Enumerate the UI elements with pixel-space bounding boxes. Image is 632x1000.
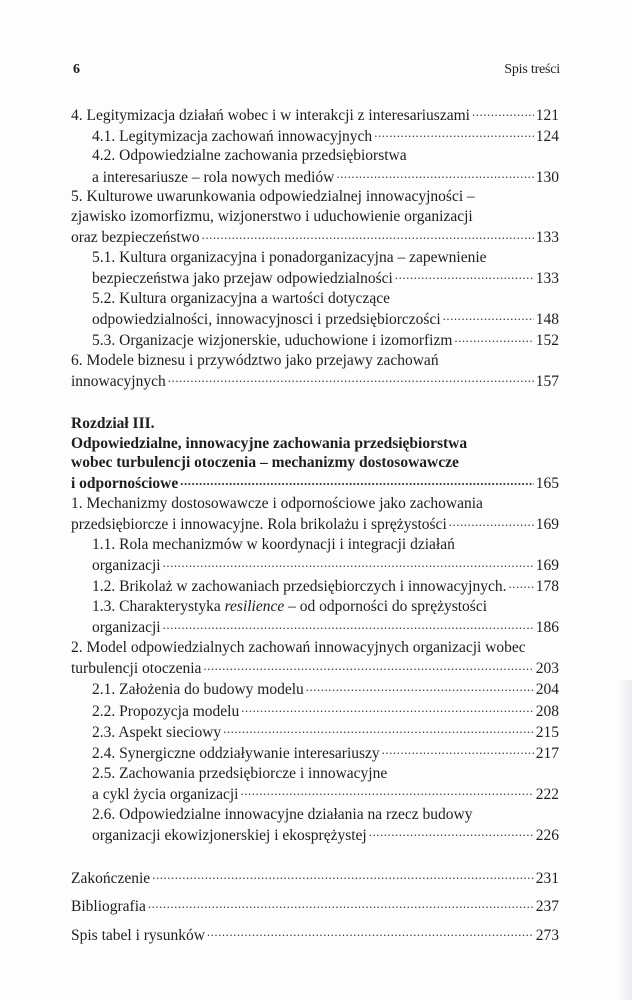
toc-entry-text: 5.2. Kultura organizacyjna a wartości dotyczące bbox=[92, 289, 390, 307]
toc-entry-text: organizacji ekowizjonerskiej i ekosprężystej bbox=[92, 826, 367, 844]
toc-entry[interactable] bbox=[71, 576, 559, 597]
toc-entry-text: innowacyjnych bbox=[71, 373, 166, 391]
toc-entry-text: bezpieczeństwa jako przejaw odpowiedzialności bbox=[92, 270, 393, 288]
toc-entry-text: 2.2. Propozycja modelu bbox=[92, 702, 240, 720]
dot-leader bbox=[336, 166, 533, 182]
toc-entry-line bbox=[92, 784, 559, 805]
toc-entry-text: 2.1. Założenia do budowy modelu bbox=[92, 681, 304, 699]
toc-page-number: 121 bbox=[535, 106, 559, 124]
dot-leader bbox=[152, 868, 534, 884]
dot-leader bbox=[472, 104, 534, 120]
toc-entry-text: a interesariusze – rola nowych mediów bbox=[92, 168, 335, 186]
page-edge-shadow bbox=[618, 680, 632, 1000]
toc-entry-line bbox=[71, 227, 559, 248]
toc-page-number: 231 bbox=[535, 870, 559, 888]
chapter-heading bbox=[71, 414, 559, 494]
toc-entry-line bbox=[92, 268, 559, 289]
toc-page-number: 204 bbox=[535, 681, 559, 699]
italic-term: resilience bbox=[224, 598, 285, 616]
toc-part-b bbox=[71, 494, 559, 845]
toc-entry[interactable] bbox=[71, 721, 559, 742]
toc-back-entry[interactable] bbox=[71, 868, 559, 889]
toc-entry-text: 1.1. Rola mechanizmów w koordynacji i integracji działań bbox=[92, 536, 455, 554]
toc-page-number: 217 bbox=[535, 745, 559, 763]
toc-entry-text: Spis tabel i rysunków bbox=[71, 926, 205, 944]
toc-entry-text: turbulencji otoczenia bbox=[71, 660, 202, 678]
toc-entry[interactable] bbox=[71, 248, 559, 289]
toc-page-number: 169 bbox=[535, 557, 559, 575]
toc-entry-text: przedsiębiorcze i innowacyjne. Rola brikolażu i sprężystości bbox=[71, 516, 447, 534]
toc-entry-text: 2.4. Synergiczne oddziaływanie interesariuszy bbox=[92, 745, 380, 763]
toc-entry-line bbox=[92, 166, 559, 187]
toc-entry-line bbox=[92, 576, 559, 597]
toc-entry-text: 4.2. Odpowiedzialne zachowania przedsiębiorstwa bbox=[92, 147, 407, 165]
dot-leader bbox=[241, 700, 534, 716]
dot-leader bbox=[223, 721, 534, 737]
toc-page-number: 222 bbox=[535, 786, 559, 803]
toc-entry-text: 1. Mechanizmy dostosowawcze i odpornościowe jako zachowania bbox=[71, 495, 483, 513]
toc-entry[interactable] bbox=[71, 700, 559, 721]
dot-leader bbox=[240, 784, 533, 800]
toc-entry-text: 1.2. Brikolaż w zachowaniach przedsiębiorczych i innowacyjnych. bbox=[92, 578, 507, 596]
toc-page-number: 226 bbox=[535, 826, 559, 844]
dot-leader bbox=[163, 617, 534, 633]
toc-entry-text: 5.1. Kultura organizacyjna i ponadorganizacyjna – zapewnienie bbox=[92, 248, 487, 266]
toc-entry-text: Bibliografia bbox=[71, 898, 146, 916]
toc-entry-text: 2. Model odpowiedzialnych zachowań innowacyjnych organizacji wobec bbox=[71, 639, 526, 657]
chapter-title-last-line[interactable] bbox=[71, 473, 559, 494]
dot-leader bbox=[168, 371, 534, 387]
toc-entry-line bbox=[92, 824, 559, 845]
toc-page-number: 152 bbox=[535, 332, 559, 350]
dot-leader bbox=[180, 473, 534, 489]
toc-entry[interactable] bbox=[71, 187, 559, 248]
toc-entry[interactable] bbox=[71, 743, 559, 764]
chapter-title-line: i odpornościowe bbox=[71, 475, 179, 493]
dot-leader bbox=[306, 679, 534, 695]
toc-entry-line bbox=[92, 309, 559, 330]
dot-leader bbox=[395, 268, 534, 284]
toc-page-number: 157 bbox=[535, 373, 559, 391]
toc-entry[interactable] bbox=[71, 764, 559, 805]
toc-entry[interactable] bbox=[71, 494, 559, 535]
toc-entry-line bbox=[92, 721, 559, 742]
toc-entry-line bbox=[92, 700, 559, 721]
toc-entry-text: 5.3. Organizacje wizjonerskie, uduchowione i izomorfizm bbox=[92, 332, 453, 350]
toc-entry-text: 5. Kulturowe uwarunkowania odpowiedzialnej innowacyjności – bbox=[71, 188, 475, 206]
chapter-title-line: wobec turbulencji otoczenia – mechanizmy dostosowawcze bbox=[71, 454, 459, 472]
toc-entry-text: Zakończenie bbox=[71, 870, 151, 888]
toc-entry-text: a cykl życia organizacji bbox=[92, 786, 239, 803]
toc-page-number: 130 bbox=[535, 168, 559, 186]
toc-entry-text: 4.1. Legitymizacja zachowań innowacyjnych bbox=[92, 127, 373, 145]
toc-entry[interactable] bbox=[71, 125, 559, 146]
toc-part-a bbox=[71, 104, 559, 392]
toc-entry-line bbox=[92, 125, 559, 146]
toc-entry-line bbox=[92, 555, 559, 576]
toc-entry-line bbox=[92, 617, 559, 638]
dot-leader bbox=[148, 896, 534, 912]
toc-page-number: 273 bbox=[535, 926, 559, 944]
toc-entry[interactable] bbox=[71, 146, 559, 187]
toc-entry-text: zjawisko izomorfizmu, wizjonerstwo i uduchowienie organizacji bbox=[71, 208, 473, 226]
toc-entry-text: 6. Modele biznesu i przywództwo jako przejawy zachowań bbox=[71, 351, 439, 369]
toc-page-number: 237 bbox=[535, 898, 559, 916]
toc-page-number: 186 bbox=[535, 619, 559, 637]
toc-page-number: 133 bbox=[535, 270, 559, 288]
toc-entry[interactable] bbox=[71, 104, 559, 125]
toc-entry-line bbox=[71, 371, 559, 392]
toc-entry[interactable] bbox=[71, 679, 559, 700]
toc-entry-line bbox=[71, 658, 559, 679]
toc-page-number: 178 bbox=[535, 578, 559, 596]
toc-entry[interactable] bbox=[71, 535, 559, 576]
toc-entry-text: 2.6. Odpowiedzialne innowacyjne działania na rzecz budowy bbox=[92, 805, 473, 823]
running-head bbox=[73, 62, 560, 82]
toc-page-number: 124 bbox=[535, 127, 559, 145]
toc-entry-text: 2.3. Aspekt sieciowy bbox=[92, 723, 222, 741]
dot-leader bbox=[374, 125, 534, 141]
toc-entry[interactable] bbox=[71, 638, 559, 679]
dot-leader bbox=[207, 924, 534, 940]
dot-leader bbox=[508, 576, 533, 592]
toc-entry-text: organizacji bbox=[92, 557, 161, 575]
table-of-contents bbox=[71, 104, 559, 952]
dot-leader bbox=[369, 824, 534, 840]
toc-entry-line bbox=[71, 104, 559, 125]
toc-page-number: 148 bbox=[535, 311, 559, 329]
dot-leader bbox=[449, 514, 534, 530]
chapter-page: 165 bbox=[535, 475, 559, 493]
dot-leader bbox=[163, 555, 534, 571]
toc-back-entry[interactable] bbox=[71, 924, 559, 945]
toc-back-matter bbox=[71, 868, 559, 946]
section-title: Spis treści bbox=[504, 62, 560, 77]
chapter-label: Rozdział III. bbox=[71, 414, 155, 432]
toc-entry-text: oraz bezpieczeństwo bbox=[71, 229, 200, 247]
toc-entry-text: 1.3. Charakterystyka resilience – od odporności do sprężystości bbox=[92, 598, 488, 616]
toc-page-number: 215 bbox=[535, 723, 559, 741]
toc-entry[interactable] bbox=[71, 289, 559, 330]
toc-page-number: 208 bbox=[535, 702, 559, 720]
toc-entry[interactable] bbox=[71, 597, 559, 638]
toc-entry-line bbox=[71, 514, 559, 535]
toc-entry-line bbox=[92, 330, 559, 351]
dot-leader bbox=[443, 309, 534, 325]
chapter-title-line: Odpowiedzialne, innowacyjne zachowania przedsiębiorstwa bbox=[71, 434, 468, 452]
toc-back-entry[interactable] bbox=[71, 896, 559, 917]
toc-entry-text: 4. Legitymizacja działań wobec i w interakcji z interesariuszami bbox=[71, 106, 470, 124]
toc-page-number: 133 bbox=[535, 229, 559, 247]
toc-entry-line bbox=[92, 679, 559, 700]
toc-entry-text: 2.5. Zachowania przedsiębiorcze i innowacyjne bbox=[92, 764, 388, 782]
toc-entry-text: odpowiedzialności, innowacyjnosci i przedsiębiorczości bbox=[92, 311, 441, 329]
dot-leader bbox=[203, 658, 533, 674]
toc-entry-text: organizacji bbox=[92, 619, 161, 637]
page-number: 6 bbox=[73, 62, 80, 77]
toc-entry[interactable] bbox=[71, 330, 559, 351]
dot-leader bbox=[454, 330, 533, 346]
dot-leader bbox=[382, 743, 534, 759]
dot-leader bbox=[202, 227, 534, 243]
toc-page-number: 169 bbox=[535, 516, 559, 534]
toc-entry[interactable] bbox=[71, 805, 559, 846]
toc-entry-line bbox=[92, 743, 559, 764]
toc-page-number: 203 bbox=[535, 660, 559, 678]
toc-entry[interactable] bbox=[71, 351, 559, 392]
